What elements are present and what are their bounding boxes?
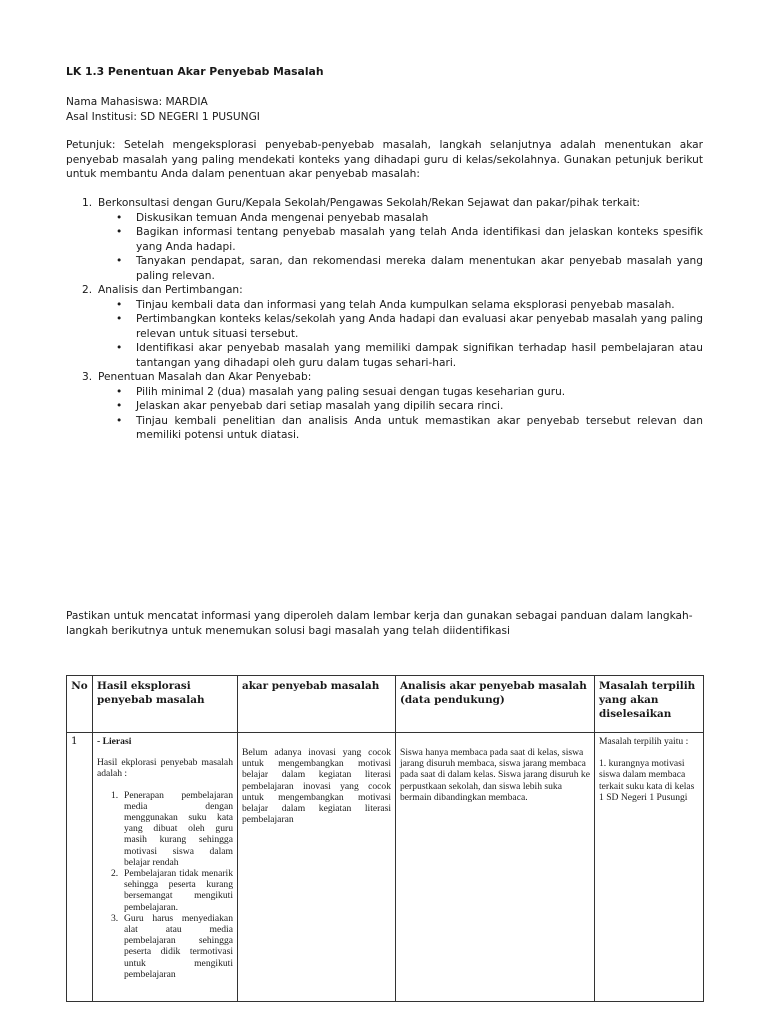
bullet-text: Identifikasi akar penyebab masalah yang memiliki dampak signifikan terhadap hasil pembelajaran atau tantangan yang dihadapi oleh guru dalam tugas sehari-hari.: [136, 342, 703, 369]
bullet-text: Pilih minimal 2 (dua) masalah yang paling sesuai dengan tugas keseharian guru.: [136, 385, 566, 398]
bullet-item: [98, 298, 703, 313]
list-number: 3.: [111, 912, 119, 924]
header-selected-problem: Masalah terpilih yang akan diselesaikan: [595, 676, 704, 733]
table-header-row: [67, 676, 704, 733]
selected-label: Masalah terpilih yaitu :: [599, 736, 689, 747]
bullet-icon: •: [116, 342, 123, 354]
list-number: 1.: [111, 789, 119, 801]
step-item: [66, 196, 703, 283]
exploration-intro: Hasil ekplorasi penyebab masalah adalah :: [97, 757, 233, 780]
note-paragraph: Pastikan untuk mencatat informasi yang diperoleh dalam lembar kerja dan gunakan sebagai panduan dalam langkah-langkah berikutnya untuk menemukan solusi bagi masalah yang telah diidentifikasi: [66, 610, 693, 637]
analysis-table: [66, 675, 704, 1002]
bullet-text: Jelaskan akar penyebab dari setiap masalah yang dipilih secara rinci.: [136, 400, 504, 412]
bullet-text: Tinjau kembali data dan informasi yang telah Anda kumpulkan selama eksplorasi penyebab masalah.: [136, 298, 675, 311]
bullet-item: [98, 211, 703, 226]
list-text: Pembelajaran tidak menarik sehingga peserta kurang bersemangat mengikuti pembelajaran.: [124, 868, 233, 913]
bullet-text: Tinjau kembali penelitian dan analisis Anda untuk memastikan akar penyebab tersebut relevan dan memiliki potensi untuk diatasi.: [136, 414, 703, 441]
header-no: No: [67, 676, 93, 733]
exploration-cell: [93, 733, 238, 1002]
steps-list: [66, 196, 703, 443]
bullet-item: [98, 254, 703, 283]
step-title: Penentuan Masalah dan Akar Penyebab:: [98, 371, 312, 383]
bullet-text: Bagikan informasi tentang penyebab masalah yang telah Anda identifikasi dan jelaskan konteks spesifik yang Anda hadapi.: [136, 226, 703, 253]
step-number: 1.: [82, 197, 93, 209]
root-cause-text: Belum adanya inovasi yang cocok untuk mengembangkan motivasi belajar dalam kegiatan literasi pembelajaran inovasi yang cocok untuk mengembangkan motivasi belajar dalam kegiatan literasi pembelajaran: [242, 747, 391, 826]
step-bullets: [98, 298, 703, 371]
step-number: 2.: [82, 284, 93, 296]
analysis-cell: [396, 733, 595, 1002]
bullet-icon: •: [116, 298, 123, 311]
list-number: 2.: [111, 868, 119, 880]
bullet-icon: •: [116, 226, 123, 238]
bullet-item: [98, 414, 703, 443]
bullet-text: Diskusikan temuan Anda mengenai penyebab masalah: [136, 211, 429, 224]
bullet-item: [98, 399, 703, 414]
bullet-item: [98, 341, 703, 370]
bullet-item: [98, 225, 703, 254]
step-bullets: [98, 211, 703, 284]
step-title: Analisis dan Pertimbangan:: [98, 284, 243, 296]
institution: Asal Institusi: SD NEGERI 1 PUSUNGI: [66, 110, 260, 123]
list-text: Guru harus menyediakan alat atau media pembelajaran sehingga peserta didik termotivasi untuk mengikuti pembelajaran: [124, 912, 233, 980]
root-cause-cell: [238, 733, 396, 1002]
step-item: [66, 283, 703, 370]
bullet-icon: •: [116, 414, 123, 427]
list-item: [97, 790, 233, 868]
step-number: 3.: [82, 371, 93, 383]
exploration-list: [97, 790, 233, 980]
bullet-item: [98, 385, 703, 400]
bullet-text: Tanyakan pendapat, saran, dan rekomendasi mereka dalam menentukan akar penyebab masalah yang paling relevan.: [136, 255, 703, 282]
bullet-icon: •: [116, 385, 123, 398]
bullet-icon: •: [116, 255, 123, 267]
page-title: LK 1.3 Penentuan Akar Penyebab Masalah: [66, 65, 324, 78]
bullet-icon: •: [116, 313, 123, 325]
selected-problem-cell: [595, 733, 704, 1002]
bullet-item: [98, 312, 703, 341]
student-info: [66, 95, 260, 124]
bullet-text: Pertimbangkan konteks kelas/sekolah yang Anda hadapi dan evaluasi akar penyebab masalah yang paling relevan untuk situasi tersebut.: [136, 313, 703, 340]
student-name: Nama Mahasiswa: MARDIA: [66, 96, 208, 108]
step-item: [66, 370, 703, 443]
selected-text: 1. kurangnya motivasi siswa dalam membaca terkait suku kata di kelas 1 SD Negeri 1 Pusungi: [599, 758, 695, 803]
step-bullets: [98, 385, 703, 443]
list-item: [97, 913, 233, 980]
step-title: Berkonsultasi dengan Guru/Kepala Sekolah/Pengawas Sekolah/Rekan Sejawat dan pakar/pihak terkait:: [98, 197, 641, 209]
exploration-heading: - Lierasi: [97, 736, 132, 747]
header-analysis: Analisis akar penyebab masalah (data pendukung): [396, 676, 595, 733]
row-number: 1: [67, 733, 93, 1002]
header-root-cause: akar penyebab masalah: [238, 676, 396, 733]
bullet-icon: •: [116, 400, 123, 412]
list-item: [97, 868, 233, 913]
bullet-icon: •: [116, 211, 123, 224]
analysis-text: Siswa hanya membaca pada saat di kelas, siswa jarang disuruh membaca, siswa jarang membaca pada saat di dalam kelas. Siswa jarang disuruh ke perpustkaan sekolah, dan siswa lebih suka bermain dibandingkan membaca.: [400, 747, 590, 803]
table-row: [67, 733, 704, 1002]
instructions-paragraph: Petunjuk: Setelah mengeksplorasi penyebab-penyebab masalah, langkah selanjutnya adalah menentukan akar penyebab masalah yang paling mendekati konteks yang dihadapi guru di kelas/sekolahnya. Gunakan petunjuk berikut untuk membantu Anda dalam penentuan akar penyebab masalah:: [66, 139, 703, 180]
header-exploration: Hasil eksplorasi penyebab masalah: [93, 676, 238, 733]
list-text: Penerapan pembelajaran media dengan menggunakan suku kata yang dibuat oleh guru masih kurang sehingga motivasi siswa dalam belajar rendah: [124, 789, 233, 868]
